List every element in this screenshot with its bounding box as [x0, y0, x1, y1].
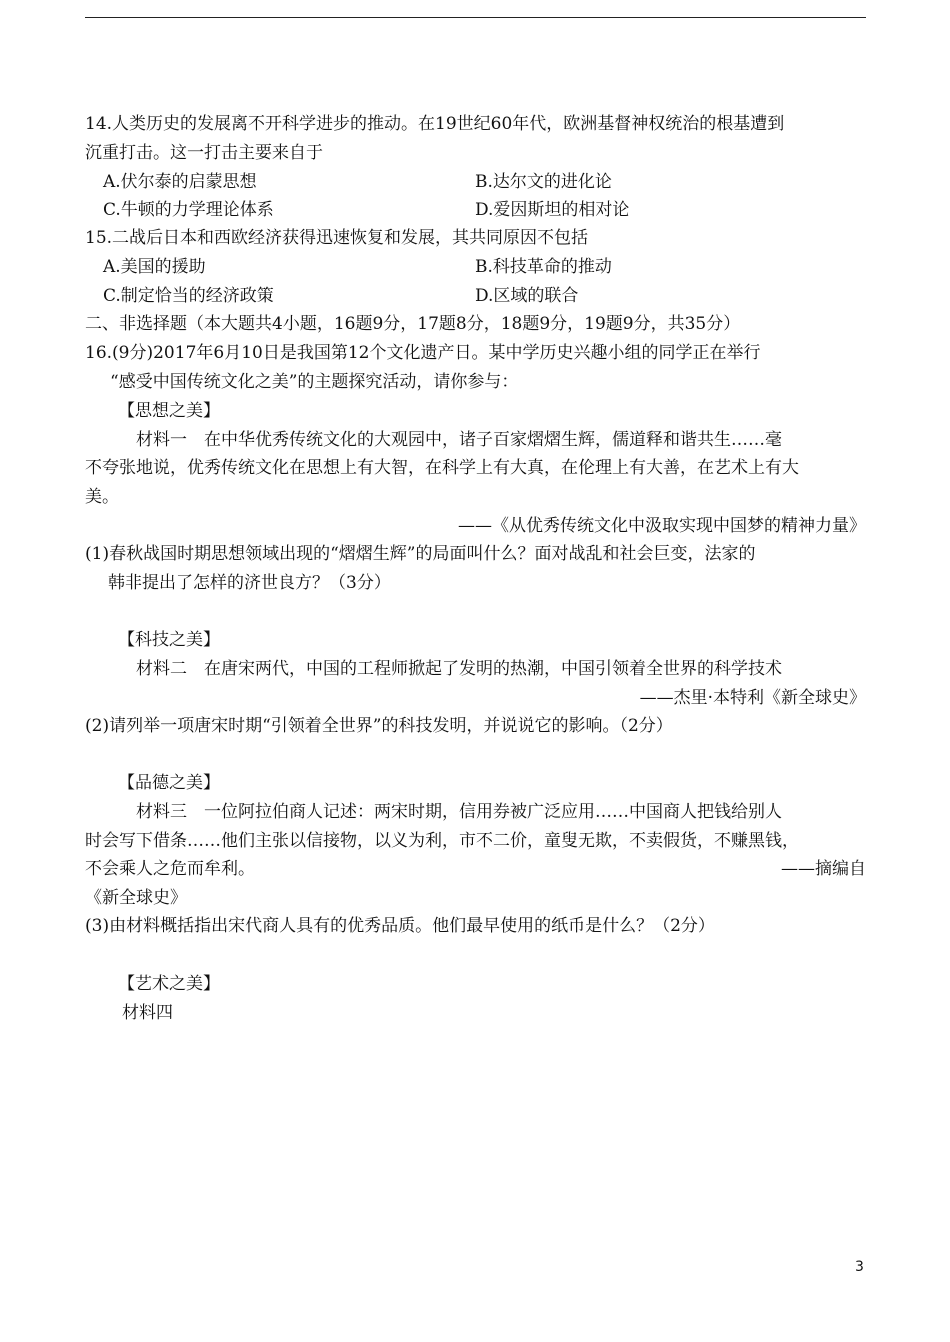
material2: 材料二 在唐宋两代，中国的工程师掀起了发明的热潮，中国引领着全世界的科学技术	[136, 659, 782, 679]
material2-source: ——杰里·本特利《新全球史》	[639, 688, 866, 708]
question2: (2)请列举一项唐宋时期“引领着全世界”的科技发明，并说说它的影响。（2分）	[85, 716, 673, 736]
part4-heading: 【艺术之美】	[118, 974, 220, 994]
question1-line2: 韩非提出了怎样的济世良方？（3分）	[108, 573, 391, 593]
q14-option-b: B.达尔文的进化论	[475, 172, 612, 192]
section2-heading: 二、非选择题（本大题共4小题，16题9分，17题8分，18题9分，19题9分，共35分）	[85, 314, 741, 334]
q15-option-c: C.制定恰当的经济政策	[103, 286, 274, 306]
q14-option-d: D.爱因斯坦的相对论	[475, 200, 630, 220]
material1-line1: 材料一 在中华优秀传统文化的大观园中，诸子百家熠熠生辉，儒道释和谐共生……毫	[136, 430, 782, 450]
q16-intro-line1: 16.(9分)2017年6月10日是我国第12个文化遗产日。某中学历史兴趣小组的同学正在举行	[85, 343, 761, 363]
q15-stem: 15.二战后日本和西欧经济获得迅速恢复和发展，其共同原因不包括	[85, 228, 589, 248]
material1-line2: 不夸张地说，优秀传统文化在思想上有大智，在科学上有大真，在伦理上有大善，在艺术上有大	[85, 458, 799, 478]
part2-heading: 【科技之美】	[118, 630, 220, 650]
page-number: 3	[855, 1259, 864, 1275]
question3: (3)由材料概括指出宋代商人具有的优秀品质。他们最早使用的纸币是什么？（2分）	[85, 916, 715, 936]
q16-intro-line2: “感受中国传统文化之美”的主题探究活动，请你参与：	[110, 372, 519, 392]
material1-source: ——《从优秀传统文化中汲取实现中国梦的精神力量》	[458, 516, 866, 536]
material3-source-part1: ——摘编自	[781, 859, 866, 879]
question1-line1: (1)春秋战国时期思想领域出现的“熠熠生辉”的局面叫什么？面对战乱和社会巨变，法家的	[85, 544, 756, 564]
q15-option-a: A.美国的援助	[103, 257, 206, 277]
header-rule	[85, 17, 866, 18]
q14-stem-line2: 沉重打击。这一打击主要来自于	[85, 143, 323, 163]
material3-line2: 时会写下借条……他们主张以信接物，以义为利，市不二价，童叟无欺，不卖假货，不赚黑钱，	[85, 831, 799, 851]
q14-option-c: C.牛顿的力学理论体系	[103, 200, 274, 220]
material3-line3: 不会乘人之危而牟利。	[85, 859, 255, 879]
q15-option-d: D.区域的联合	[475, 286, 579, 306]
q14-stem-line1: 14.人类历史的发展离不开科学进步的推动。在19世纪60年代，欧洲基督神权统治的根基遭到	[85, 114, 785, 134]
material4-label: 材料四	[122, 1003, 173, 1023]
q14-option-a: A.伏尔泰的启蒙思想	[103, 172, 257, 192]
q15-option-b: B.科技革命的推动	[475, 257, 612, 277]
material3-source-part2: 《新全球史》	[85, 888, 187, 908]
material1-line3: 美。	[85, 487, 119, 507]
part1-heading: 【思想之美】	[118, 401, 220, 421]
part3-heading: 【品德之美】	[118, 773, 220, 793]
material3-line1: 材料三 一位阿拉伯商人记述：两宋时期，信用券被广泛应用……中国商人把钱给别人	[136, 802, 782, 822]
